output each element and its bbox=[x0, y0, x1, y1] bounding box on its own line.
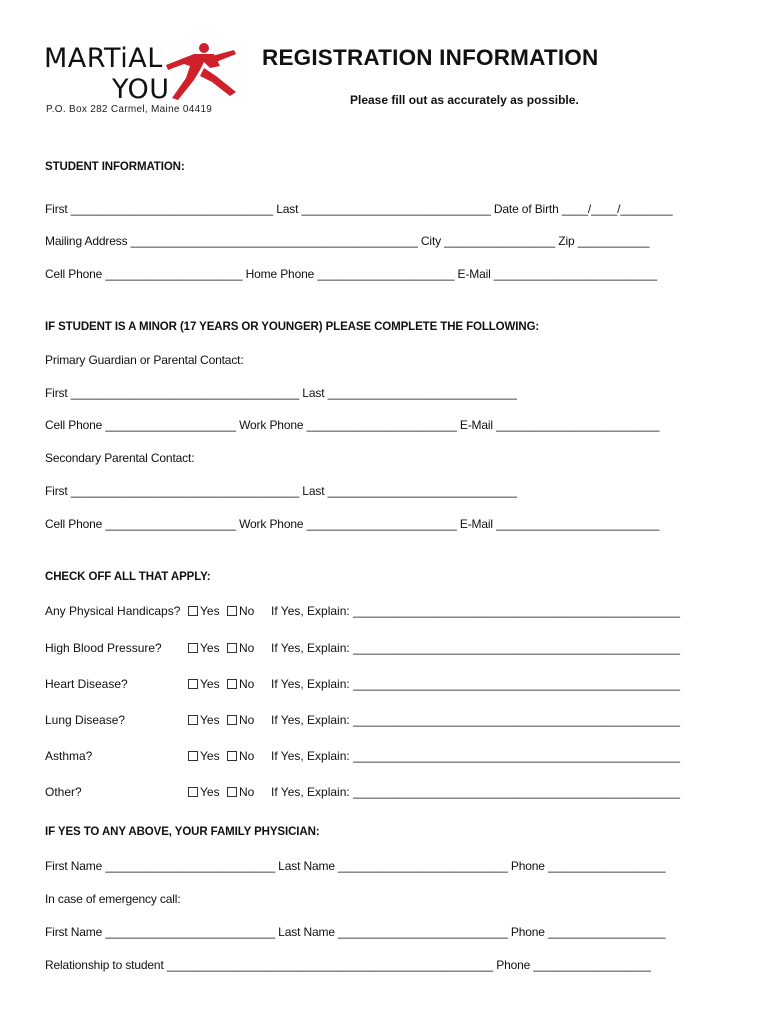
address: P.O. Box 282 Carmel, Maine 04419 bbox=[46, 104, 213, 115]
condition-row bbox=[45, 677, 725, 693]
physician-first-field[interactable]: __________________________ bbox=[105, 859, 275, 873]
yes-label: Yes bbox=[200, 785, 220, 799]
yes-option[interactable] bbox=[188, 785, 220, 799]
student-dob-field[interactable]: ____/____/________ bbox=[561, 202, 673, 216]
emergency-phone-field[interactable]: __________________ bbox=[548, 925, 666, 939]
explain-group bbox=[271, 604, 680, 618]
physician-row bbox=[45, 859, 665, 873]
secondary-last-field[interactable]: _____________________________ bbox=[327, 484, 517, 498]
no-option[interactable] bbox=[227, 604, 254, 618]
primary-contact-row bbox=[45, 418, 659, 432]
first-label: First bbox=[45, 484, 68, 498]
kicking-figure-icon bbox=[166, 43, 236, 100]
explain-label: If Yes, Explain: bbox=[271, 749, 350, 763]
student-email-field[interactable]: _________________________ bbox=[493, 267, 657, 281]
no-label: No bbox=[239, 713, 255, 727]
no-option[interactable] bbox=[227, 749, 254, 763]
primary-cell-field[interactable]: ____________________ bbox=[105, 418, 236, 432]
yes-checkbox[interactable] bbox=[188, 606, 198, 616]
no-label: No bbox=[239, 641, 255, 655]
explain-group bbox=[271, 641, 680, 655]
primary-email-field[interactable]: _________________________ bbox=[496, 418, 660, 432]
student-name-row bbox=[45, 202, 673, 216]
explain-field[interactable]: _________________________________________________ bbox=[353, 641, 681, 655]
student-contact-row bbox=[45, 267, 657, 281]
yes-label: Yes bbox=[200, 677, 220, 691]
cell-phone-label: Cell Phone bbox=[45, 418, 103, 432]
no-label: No bbox=[239, 604, 255, 618]
relationship-field[interactable]: __________________________________________________ bbox=[166, 958, 494, 972]
yes-label: Yes bbox=[200, 641, 220, 655]
student-cell-field[interactable]: _____________________ bbox=[105, 267, 243, 281]
condition-question: Other? bbox=[45, 785, 82, 799]
city-label: City bbox=[420, 234, 441, 248]
yes-option[interactable] bbox=[188, 641, 220, 655]
secondary-work-field[interactable]: _______________________ bbox=[306, 517, 457, 531]
condition-row bbox=[45, 749, 725, 765]
last-name-label: Last Name bbox=[278, 925, 335, 939]
minor-heading: IF STUDENT IS A MINOR (17 YEARS OR YOUNGER) PLEASE COMPLETE THE FOLLOWING: bbox=[45, 321, 540, 333]
email-label: E-Mail bbox=[459, 517, 493, 531]
last-label: Last bbox=[302, 484, 325, 498]
yes-label: Yes bbox=[200, 604, 220, 618]
condition-question: High Blood Pressure? bbox=[45, 641, 162, 655]
explain-label: If Yes, Explain: bbox=[271, 713, 350, 727]
logo-text-line2: YOU bbox=[112, 74, 170, 102]
primary-contact-label: Primary Guardian or Parental Contact: bbox=[45, 353, 244, 367]
yes-checkbox[interactable] bbox=[188, 787, 198, 797]
last-label: Last bbox=[276, 202, 299, 216]
emergency-last-field[interactable]: __________________________ bbox=[338, 925, 508, 939]
cell-phone-label: Cell Phone bbox=[45, 517, 103, 531]
mailing-address-label: Mailing Address bbox=[45, 234, 128, 248]
phone-label: Phone bbox=[510, 859, 545, 873]
condition-row bbox=[45, 641, 725, 657]
condition-row bbox=[45, 785, 725, 801]
primary-work-field[interactable]: _______________________ bbox=[306, 418, 457, 432]
secondary-email-field[interactable]: _________________________ bbox=[496, 517, 660, 531]
yes-checkbox[interactable] bbox=[188, 643, 198, 653]
explain-group bbox=[271, 677, 680, 691]
yes-option[interactable] bbox=[188, 604, 220, 618]
secondary-first-field[interactable]: ___________________________________ bbox=[70, 484, 300, 498]
secondary-name-row bbox=[45, 484, 517, 498]
first-label: First bbox=[45, 202, 68, 216]
explain-label: If Yes, Explain: bbox=[271, 785, 350, 799]
city-field[interactable]: _________________ bbox=[444, 234, 556, 248]
no-option[interactable] bbox=[227, 677, 254, 691]
logo-text-line1: MARTiAL bbox=[44, 43, 163, 74]
student-last-name-field[interactable]: _____________________________ bbox=[301, 202, 491, 216]
zip-field[interactable]: ___________ bbox=[577, 234, 650, 248]
home-phone-label: Home Phone bbox=[245, 267, 315, 281]
relationship-row bbox=[45, 958, 651, 972]
explain-field[interactable]: _________________________________________________ bbox=[353, 785, 681, 799]
relationship-label: Relationship to student bbox=[45, 958, 164, 972]
no-option[interactable] bbox=[227, 713, 254, 727]
zip-label: Zip bbox=[558, 234, 575, 248]
emergency-label: In case of emergency call: bbox=[45, 892, 181, 906]
yes-checkbox[interactable] bbox=[188, 679, 198, 689]
student-home-field[interactable]: _____________________ bbox=[317, 267, 455, 281]
no-checkbox[interactable] bbox=[227, 751, 237, 761]
no-checkbox[interactable] bbox=[227, 643, 237, 653]
no-option[interactable] bbox=[227, 641, 254, 655]
dob-label: Date of Birth bbox=[493, 202, 559, 216]
physician-heading: IF YES TO ANY ABOVE, YOUR FAMILY PHYSICIAN: bbox=[45, 826, 320, 838]
yes-label: Yes bbox=[200, 749, 220, 763]
cell-phone-label: Cell Phone bbox=[45, 267, 103, 281]
no-option[interactable] bbox=[227, 785, 254, 799]
condition-question: Heart Disease? bbox=[45, 677, 128, 691]
secondary-cell-field[interactable]: ____________________ bbox=[105, 517, 236, 531]
primary-first-field[interactable]: ___________________________________ bbox=[70, 386, 300, 400]
student-address-row bbox=[45, 234, 649, 248]
first-label: First bbox=[45, 386, 68, 400]
physician-last-field[interactable]: __________________________ bbox=[338, 859, 508, 873]
yes-checkbox[interactable] bbox=[188, 715, 198, 725]
martial-you-logo bbox=[44, 40, 244, 102]
page-title: REGISTRATION INFORMATION bbox=[262, 45, 599, 70]
first-name-label: First Name bbox=[45, 925, 103, 939]
student-first-name-field[interactable]: _______________________________ bbox=[70, 202, 274, 216]
yes-label: Yes bbox=[200, 713, 220, 727]
yes-option[interactable] bbox=[188, 749, 220, 763]
work-phone-label: Work Phone bbox=[239, 517, 304, 531]
primary-name-row bbox=[45, 386, 517, 400]
explain-field[interactable]: _________________________________________________ bbox=[353, 713, 681, 727]
yes-option[interactable] bbox=[188, 713, 220, 727]
first-name-label: First Name bbox=[45, 859, 103, 873]
mailing-address-field[interactable]: ____________________________________________ bbox=[130, 234, 418, 248]
explain-group bbox=[271, 749, 680, 763]
explain-label: If Yes, Explain: bbox=[271, 641, 350, 655]
no-label: No bbox=[239, 677, 255, 691]
phone-label: Phone bbox=[496, 958, 531, 972]
email-label: E-Mail bbox=[459, 418, 493, 432]
email-label: E-Mail bbox=[457, 267, 491, 281]
condition-question: Asthma? bbox=[45, 749, 93, 763]
student-info-heading: STUDENT INFORMATION: bbox=[45, 161, 185, 173]
no-checkbox[interactable] bbox=[227, 606, 237, 616]
check-heading: CHECK OFF ALL THAT APPLY: bbox=[45, 571, 211, 583]
condition-row bbox=[45, 713, 725, 729]
no-checkbox[interactable] bbox=[227, 679, 237, 689]
condition-row bbox=[45, 604, 725, 620]
explain-group bbox=[271, 785, 680, 799]
condition-question: Lung Disease? bbox=[45, 713, 126, 727]
no-checkbox[interactable] bbox=[227, 715, 237, 725]
no-label: No bbox=[239, 749, 255, 763]
no-label: No bbox=[239, 785, 255, 799]
primary-last-field[interactable]: _____________________________ bbox=[327, 386, 517, 400]
explain-field[interactable]: _________________________________________________ bbox=[353, 677, 681, 691]
secondary-contact-row bbox=[45, 517, 659, 531]
last-name-label: Last Name bbox=[278, 859, 335, 873]
emergency-row bbox=[45, 925, 665, 939]
explain-group bbox=[271, 713, 680, 727]
explain-field[interactable]: _________________________________________________ bbox=[353, 604, 681, 618]
yes-checkbox[interactable] bbox=[188, 751, 198, 761]
yes-option[interactable] bbox=[188, 677, 220, 691]
explain-label: If Yes, Explain: bbox=[271, 604, 350, 618]
explain-label: If Yes, Explain: bbox=[271, 677, 350, 691]
emergency-first-field[interactable]: __________________________ bbox=[105, 925, 275, 939]
page-subtitle: Please fill out as accurately as possible. bbox=[350, 93, 579, 107]
no-checkbox[interactable] bbox=[227, 787, 237, 797]
condition-question: Any Physical Handicaps? bbox=[45, 604, 181, 618]
last-label: Last bbox=[302, 386, 325, 400]
explain-field[interactable]: _________________________________________________ bbox=[353, 749, 681, 763]
relationship-phone-field[interactable]: __________________ bbox=[533, 958, 651, 972]
work-phone-label: Work Phone bbox=[239, 418, 304, 432]
phone-label: Phone bbox=[510, 925, 545, 939]
secondary-contact-label: Secondary Parental Contact: bbox=[45, 451, 195, 465]
physician-phone-field[interactable]: __________________ bbox=[548, 859, 666, 873]
